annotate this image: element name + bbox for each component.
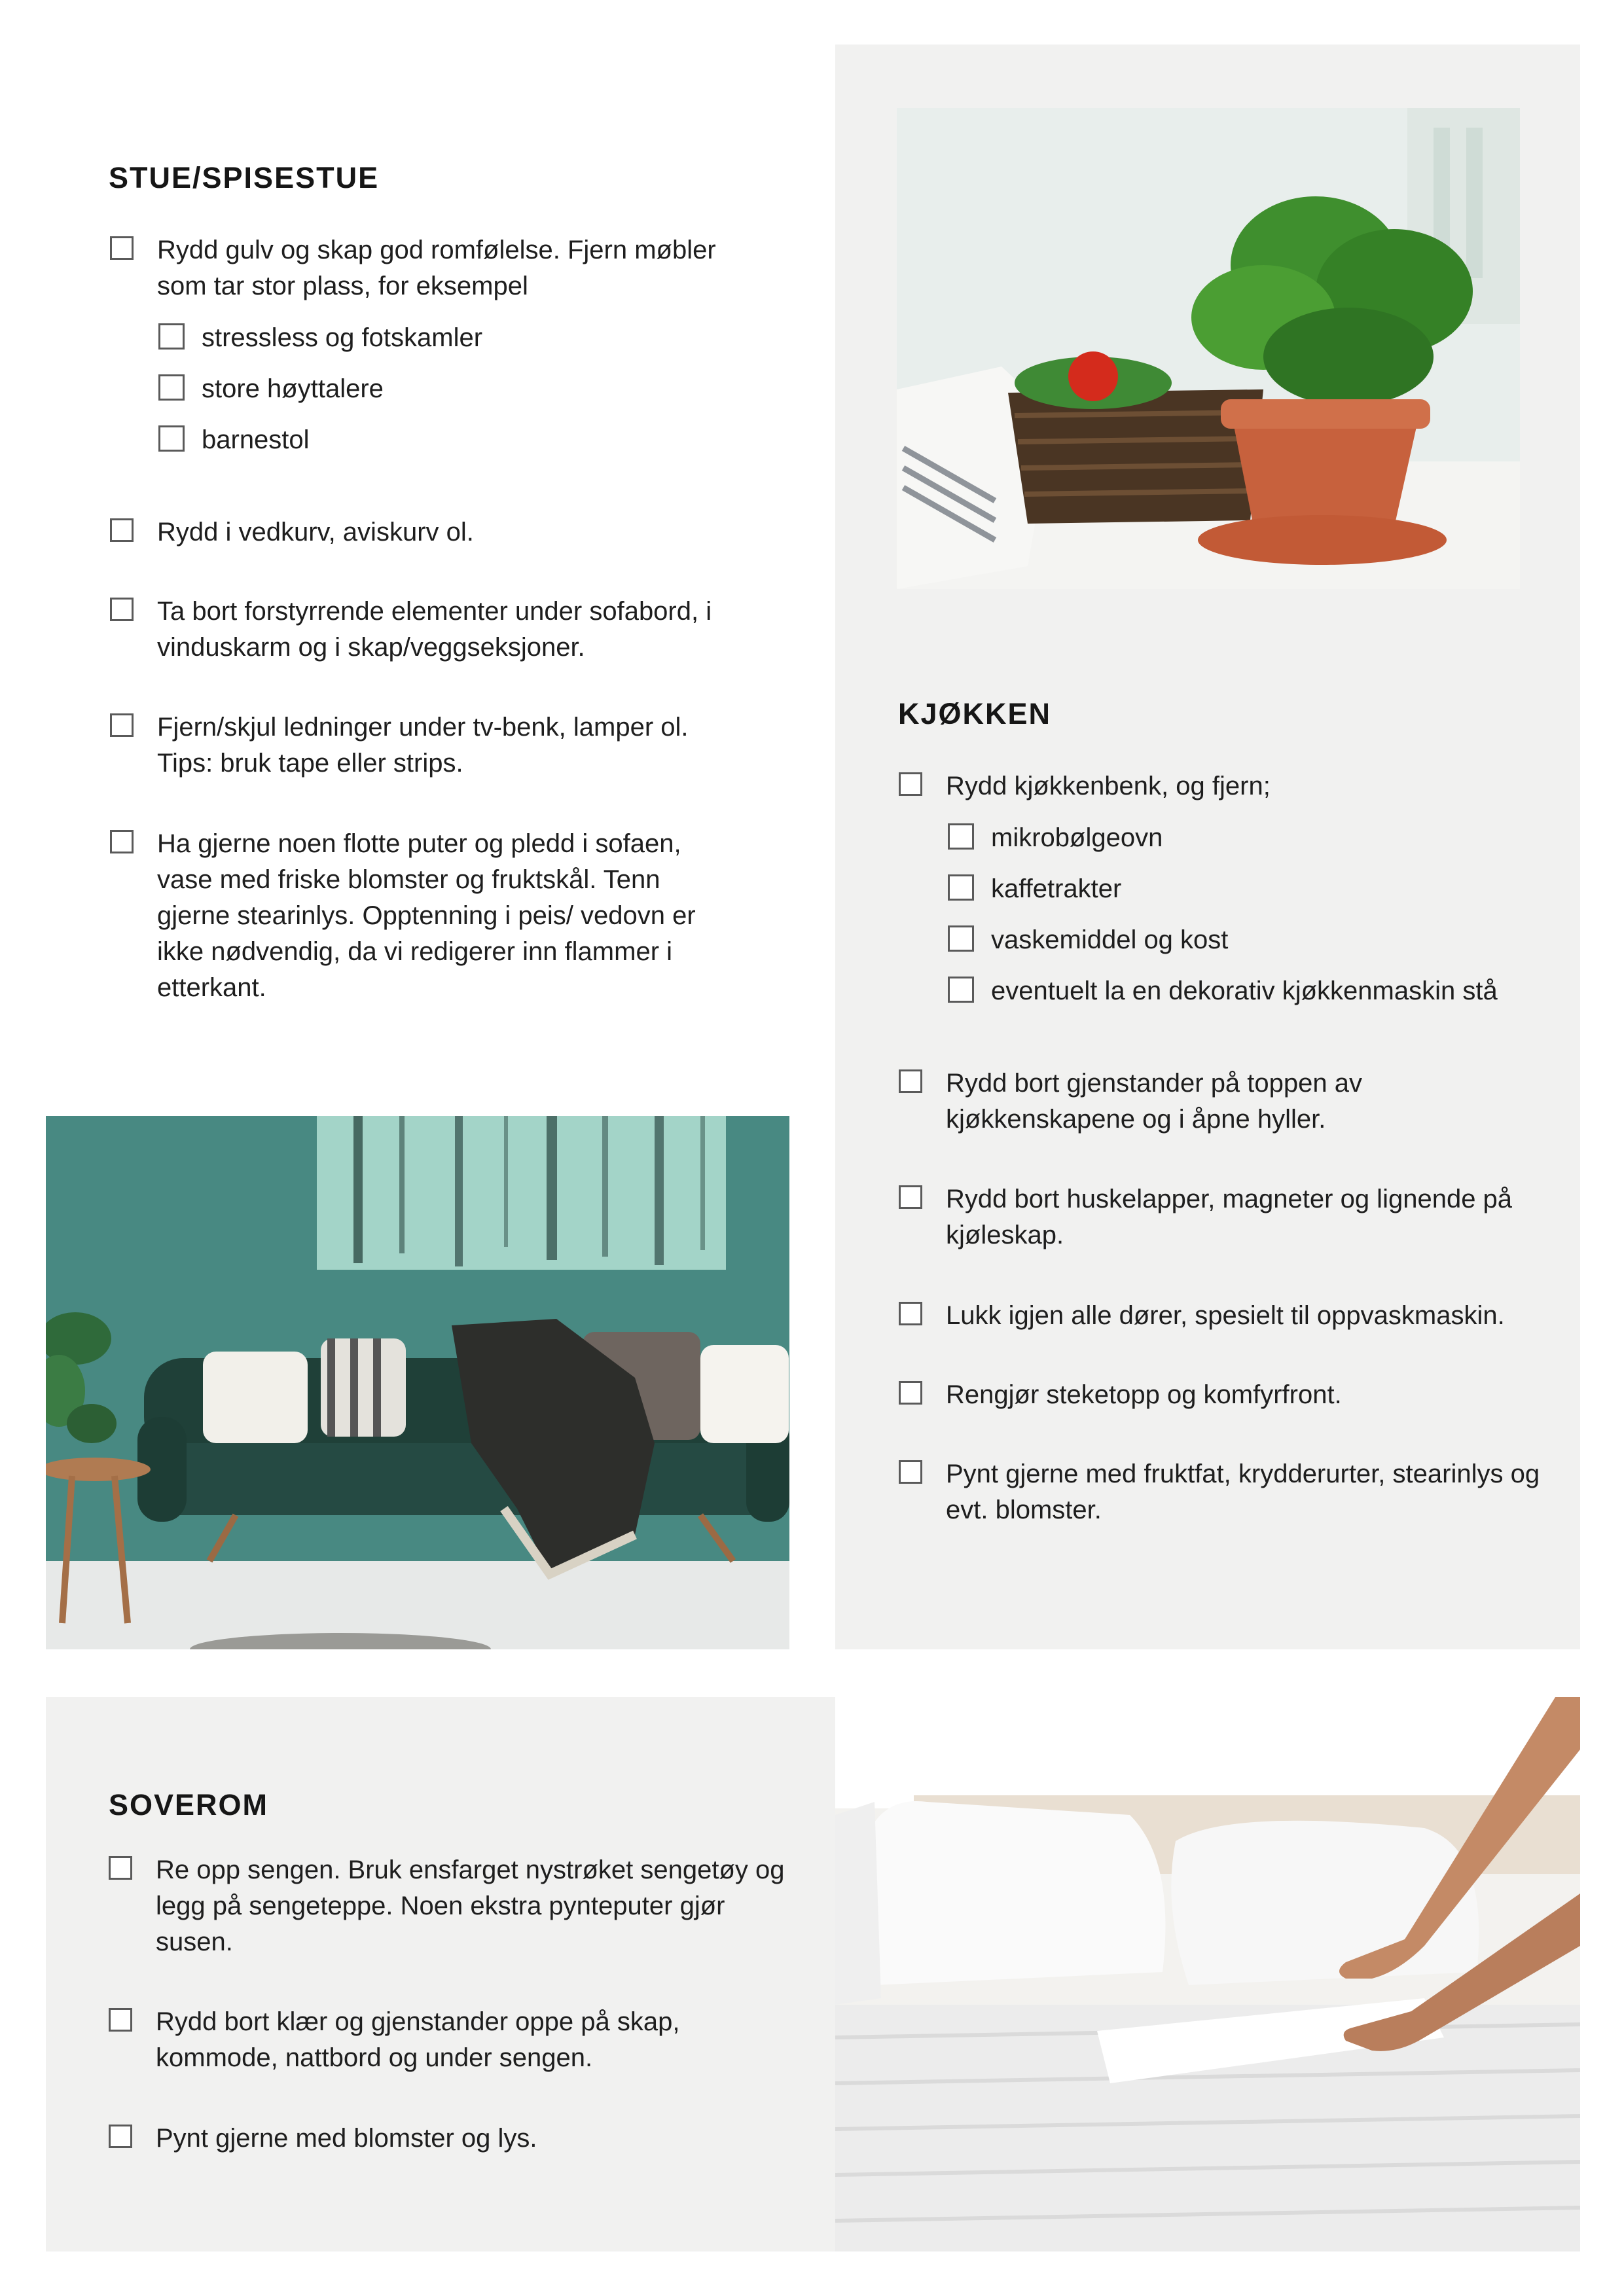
- checkbox[interactable]: [110, 713, 134, 737]
- checkbox[interactable]: [110, 830, 134, 853]
- checkbox[interactable]: [109, 2008, 132, 2032]
- stue-item-3: [110, 594, 732, 666]
- stue-subitem-1: [158, 320, 682, 356]
- checkbox[interactable]: [110, 518, 134, 542]
- checkbox[interactable]: [948, 977, 974, 1003]
- kjokken-subitem-1: [948, 820, 1557, 856]
- item-text: eventuelt la en dekorativ kjøkkenmaskin stå: [991, 977, 1498, 1005]
- item-text: Rydd gulv og skap god romfølelse. Fjern møbler som tar stor plass, for eksempel: [157, 236, 716, 300]
- item-text: Rydd bort gjenstander på toppen av kjøkkenskapene og i åpne hyller.: [946, 1069, 1362, 1134]
- checkbox[interactable]: [109, 2125, 132, 2148]
- item-text: Fjern/skjul ledninger under tv-benk, lamper ol. Tips: bruk tape eller strips.: [157, 713, 689, 778]
- checkbox[interactable]: [899, 1460, 922, 1484]
- item-text: barnestol: [202, 425, 310, 454]
- stue-subitem-2: [158, 371, 682, 407]
- checkbox[interactable]: [158, 425, 185, 452]
- item-text: kaffetrakter: [991, 874, 1122, 903]
- item-text: store høyttalere: [202, 374, 384, 403]
- stue-item-4: [110, 709, 732, 781]
- stue-item-1: [110, 232, 732, 304]
- item-text: Pynt gjerne med blomster og lys.: [156, 2124, 537, 2153]
- kjokken-item-5: [899, 1377, 1553, 1413]
- soverom-item-1: [109, 1852, 789, 1960]
- soverom-item-3: [109, 2121, 789, 2157]
- kitchen-photo: [897, 108, 1520, 589]
- kjokken-subitem-3: [948, 922, 1557, 958]
- soverom-item-2: [109, 2004, 789, 2076]
- item-text: Ta bort forstyrrende elementer under sofabord, i vinduskarm og i skap/veggseksjoner.: [157, 597, 712, 662]
- item-text: stressless og fotskamler: [202, 323, 483, 352]
- soverom-heading: SOVEROM: [109, 1788, 269, 1821]
- living-room-illustration: [46, 1116, 789, 1649]
- kjokken-heading: KJØKKEN: [898, 697, 1052, 730]
- checkbox[interactable]: [110, 236, 134, 260]
- kjokken-item-1: [899, 768, 1553, 804]
- living-room-photo: [46, 1116, 789, 1649]
- checkbox[interactable]: [899, 1185, 922, 1209]
- item-text: Rydd kjøkkenbenk, og fjern;: [946, 772, 1271, 800]
- kjokken-item-3: [899, 1181, 1553, 1253]
- kjokken-item-2: [899, 1066, 1553, 1138]
- checkbox[interactable]: [948, 925, 974, 952]
- kjokken-item-6: [899, 1456, 1553, 1528]
- checkbox[interactable]: [110, 598, 134, 621]
- stue-item-5: [110, 826, 732, 1006]
- checkbox[interactable]: [158, 323, 185, 350]
- item-text: Rydd bort huskelapper, magneter og lignende på kjøleskap.: [946, 1185, 1513, 1249]
- checkbox[interactable]: [948, 823, 974, 850]
- item-text: Rengjør steketopp og komfyrfront.: [946, 1380, 1342, 1409]
- checkbox[interactable]: [899, 1069, 922, 1093]
- item-text: Rydd bort klær og gjenstander oppe på skap, kommode, nattbord og under sengen.: [156, 2007, 680, 2072]
- item-text: mikrobølgeovn: [991, 823, 1163, 852]
- item-text: Rydd i vedkurv, aviskurv ol.: [157, 518, 474, 547]
- bedroom-photo: [835, 1697, 1580, 2251]
- item-text: Pynt gjerne med fruktfat, krydderurter, stearinlys og evt. blomster.: [946, 1460, 1540, 1524]
- item-text: Ha gjerne noen flotte puter og pledd i sofaen, vase med friske blomster og fruktskål. Tenn gjerne stearinlys. Opptenning i peis/ vedovn er ikke nødvendig, da vi redigerer inn flammer i etterkant.: [157, 829, 696, 1002]
- checkbox[interactable]: [899, 1381, 922, 1405]
- checkbox[interactable]: [109, 1856, 132, 1880]
- stue-item-2: [110, 514, 732, 550]
- checkbox[interactable]: [899, 772, 922, 796]
- item-text: vaskemiddel og kost: [991, 925, 1229, 954]
- stue-heading: STUE/SPISESTUE: [109, 161, 380, 194]
- stue-subitem-3: [158, 422, 682, 458]
- item-text: Lukk igjen alle dører, spesielt til oppvaskmaskin.: [946, 1301, 1505, 1330]
- checkbox[interactable]: [158, 374, 185, 401]
- kjokken-subitem-4: [948, 973, 1576, 1009]
- basil-plant-illustration: [897, 108, 1520, 589]
- item-text: Re opp sengen. Bruk ensfarget nystrøket sengetøy og legg på sengeteppe. Noen ekstra pynteputer gjør susen.: [156, 1856, 785, 1956]
- kjokken-subitem-2: [948, 871, 1557, 907]
- kjokken-item-4: [899, 1298, 1566, 1334]
- soverom-panel: [46, 1697, 835, 2251]
- bed-making-illustration: [835, 1697, 1580, 2251]
- checkbox[interactable]: [948, 874, 974, 901]
- checkbox[interactable]: [899, 1302, 922, 1325]
